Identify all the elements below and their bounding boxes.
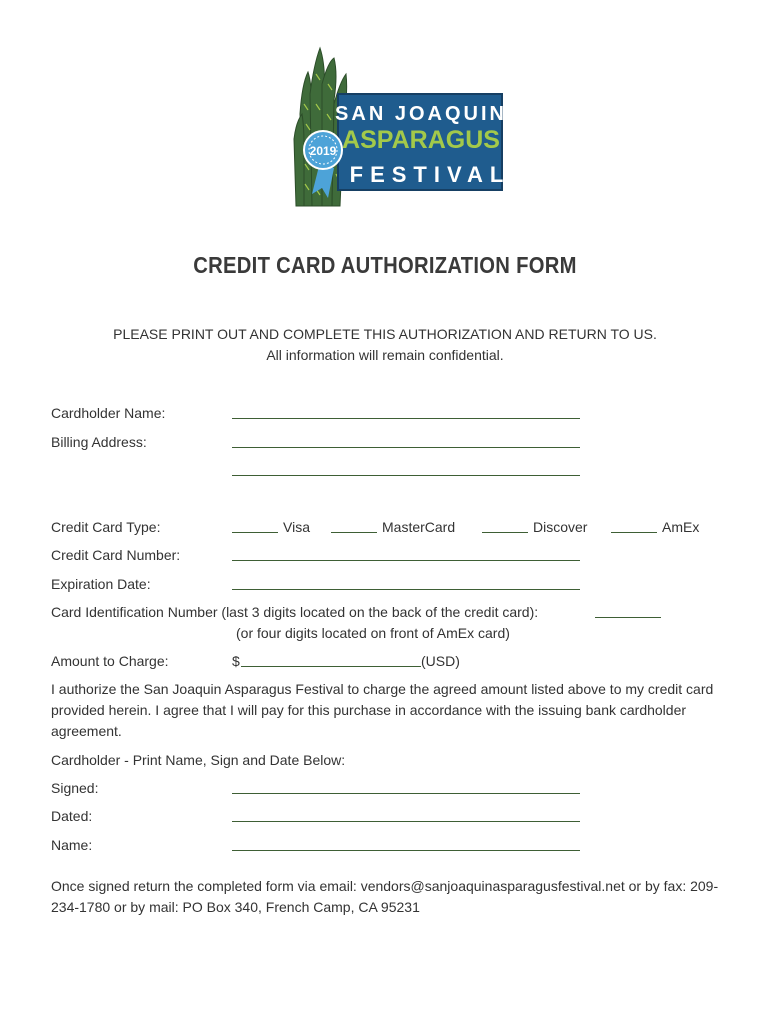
return-instructions: Once signed return the completed form via email: vendors@sanjoaquinasparagusfestival.net or by fax: 209-234-1780 or by mail: PO Box 340, French Camp, CA 95231: [51, 878, 719, 915]
visa-checkline[interactable]: [232, 532, 278, 533]
instruction-text: PLEASE PRINT OUT AND COMPLETE THIS AUTHORIZATION AND RETURN TO US.: [113, 326, 657, 342]
signature-field[interactable]: [232, 793, 580, 794]
logo-year: 2019: [309, 144, 337, 158]
form-title: CREDIT CARD AUTHORIZATION FORM: [193, 252, 577, 278]
amount-field[interactable]: [241, 666, 421, 667]
billing-address-label: Billing Address:: [51, 434, 147, 450]
name-field[interactable]: [232, 850, 580, 851]
authorization-text: I authorize the San Joaquin Asparagus Festival to charge the agreed amount listed above to my credit card provided herein. I agree that I will pay for this purchase in accordance with the issuing bank cardholder agreement.: [51, 681, 714, 739]
asparagus-logo-graphic: [290, 44, 505, 209]
discover-checkline[interactable]: [482, 532, 528, 533]
amex-checkline[interactable]: [611, 532, 657, 533]
card-number-label: Credit Card Number:: [51, 547, 181, 563]
expiration-field[interactable]: [232, 589, 580, 590]
cardholder-sign-label: Cardholder - Print Name, Sign and Date Below:: [51, 752, 346, 768]
cardholder-name-label: Cardholder Name:: [51, 405, 166, 421]
expiration-label: Expiration Date:: [51, 576, 151, 592]
dated-label: Dated:: [51, 808, 93, 824]
amount-label: Amount to Charge:: [51, 653, 169, 669]
logo-line1: SAN JOAQUIN: [335, 103, 505, 125]
card-type-discover: Discover: [533, 519, 588, 535]
card-type-visa: Visa: [283, 519, 310, 535]
cid-field[interactable]: [595, 617, 661, 618]
logo-line2: ASPARAGUS: [342, 126, 500, 154]
mastercard-checkline[interactable]: [331, 532, 377, 533]
name-label: Name:: [51, 837, 93, 853]
logo-line3: FESTIVAL: [349, 162, 505, 187]
date-field[interactable]: [232, 821, 580, 822]
confidential-note: All information will remain confidential.: [266, 347, 504, 363]
card-type-label: Credit Card Type:: [51, 519, 161, 535]
cid-note: (or four digits located on front of AmEx card): [236, 625, 510, 641]
card-number-field[interactable]: [232, 560, 580, 561]
festival-logo: [290, 44, 505, 209]
currency-code: (USD): [421, 653, 460, 669]
billing-address-field-2[interactable]: [232, 475, 580, 476]
billing-address-field-1[interactable]: [232, 447, 580, 448]
signed-label: Signed:: [51, 780, 99, 796]
cardholder-name-field[interactable]: [232, 418, 580, 419]
card-type-mastercard: MasterCard: [382, 519, 456, 535]
card-type-amex: AmEx: [662, 519, 700, 535]
cid-label: Card Identification Number (last 3 digits located on the back of the credit card):: [51, 604, 539, 620]
currency-symbol: $: [232, 653, 240, 669]
